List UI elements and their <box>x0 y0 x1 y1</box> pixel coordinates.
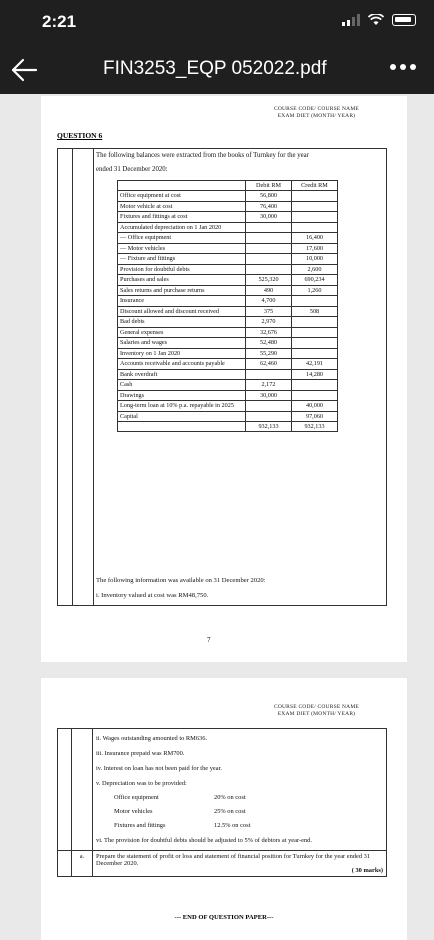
row-label: Capital <box>118 411 246 422</box>
status-icons <box>342 14 416 26</box>
asset-name: Fixtures and fittings <box>114 822 166 829</box>
table-row <box>118 401 338 412</box>
table-row <box>118 233 338 244</box>
credit-cell: 10,000 <box>292 254 338 265</box>
debit-cell: 2,172 <box>246 380 292 391</box>
credit-cell: 97,060 <box>292 411 338 422</box>
credit-cell <box>292 327 338 338</box>
credit-cell: 16,400 <box>292 233 338 244</box>
info-item-iii: iii. Insurance prepaid was RM700. <box>96 750 185 757</box>
debit-cell: 932,133 <box>246 422 292 432</box>
header-course: COURSE CODE/ COURSE NAME <box>273 106 359 112</box>
question-title: QUESTION 6 <box>57 131 103 140</box>
info-line: The following information was available on 31 December 2020: <box>96 577 266 584</box>
debit-cell <box>246 222 292 233</box>
depreciation-item <box>114 791 383 805</box>
credit-cell: 508 <box>292 306 338 317</box>
depreciation-item <box>114 819 383 833</box>
debit-header: Debit RM <box>246 181 292 191</box>
table-row <box>118 411 338 422</box>
row-label: Insurance <box>118 296 246 307</box>
depreciation-rate: 12.5% on cost <box>214 822 251 829</box>
wifi-icon <box>368 14 384 26</box>
cellular-signal-icon <box>342 14 360 26</box>
debit-cell: 4,700 <box>246 296 292 307</box>
credit-cell: 17,600 <box>292 243 338 254</box>
info-item-v: v. Depreciation was to be provided: <box>96 780 187 787</box>
battery-icon <box>392 14 416 26</box>
row-label <box>118 422 246 432</box>
table-row <box>118 338 338 349</box>
credit-cell: 42,191 <box>292 359 338 370</box>
table-row <box>118 275 338 286</box>
debit-cell <box>246 401 292 412</box>
header-exam-diet: EXAM DIET (MONTH/ YEAR) <box>277 113 356 119</box>
credit-cell <box>292 212 338 223</box>
page-header <box>274 106 359 120</box>
debit-cell <box>246 243 292 254</box>
row-label: Purchases and sales <box>118 275 246 286</box>
credit-cell <box>292 390 338 401</box>
more-options-icon[interactable] <box>390 64 416 70</box>
depreciation-rate: 25% on cost <box>214 808 246 815</box>
row-label: Bad debts <box>118 317 246 328</box>
status-time: 2:21 <box>42 12 77 31</box>
row-label: Office equipment at cost <box>118 191 246 202</box>
credit-cell <box>292 317 338 328</box>
table-row <box>118 380 338 391</box>
end-of-paper: --- END OF QUESTION PAPER--- <box>174 914 274 921</box>
table-row <box>118 359 338 370</box>
asset-name: Office equipment <box>114 794 159 801</box>
document-title: FIN3253_EQP 052022.pdf <box>103 58 327 79</box>
row-label: General expenses <box>118 327 246 338</box>
credit-header: Credit RM <box>292 181 338 191</box>
debit-cell: 56,800 <box>246 191 292 202</box>
table-header-row <box>118 181 338 191</box>
debit-cell: 30,000 <box>246 212 292 223</box>
table-row <box>118 254 338 265</box>
header-course: COURSE CODE/ COURSE NAME <box>273 704 359 710</box>
table-row <box>118 348 338 359</box>
depreciation-rate: 20% on cost <box>214 794 246 801</box>
row-label: Cash <box>118 380 246 391</box>
depreciation-list <box>96 791 383 833</box>
table-row <box>118 243 338 254</box>
table-row <box>118 264 338 275</box>
credit-cell: 2,600 <box>292 264 338 275</box>
pdf-page-1[interactable] <box>41 96 407 662</box>
back-arrow-icon[interactable] <box>10 56 38 84</box>
intro-line-1: The following balances were extracted from the books of Turnkey for the year <box>96 152 309 159</box>
info-item-i: i. Inventory valued at cost was RM48,750. <box>96 592 209 599</box>
debit-cell: 490 <box>246 285 292 296</box>
table-row <box>118 296 338 307</box>
credit-cell <box>292 201 338 212</box>
balances-table <box>117 180 338 432</box>
table-row <box>118 422 338 432</box>
part-a-text: Prepare the statement of profit or loss and statement of financial position for Turnkey for the year ended 31 December 2020. <box>96 853 371 867</box>
part-a-label: a. <box>72 851 93 877</box>
row-label: Motor vehicle at cost <box>118 201 246 212</box>
credit-cell <box>292 222 338 233</box>
pdf-page-2[interactable] <box>41 678 407 940</box>
credit-cell: 690,234 <box>292 275 338 286</box>
debit-cell: 76,400 <box>246 201 292 212</box>
row-label: Provision for doubtful debts <box>118 264 246 275</box>
credit-cell <box>292 338 338 349</box>
table-row <box>118 317 338 328</box>
table-row <box>118 191 338 202</box>
debit-cell: 62,460 <box>246 359 292 370</box>
info-item-iv: iv. Interest on loan has not been paid for the year. <box>96 765 222 772</box>
credit-cell: 14,280 <box>292 369 338 380</box>
table-row <box>118 285 338 296</box>
row-label: Discount allowed and discount received <box>118 306 246 317</box>
credit-cell: 932,133 <box>292 422 338 432</box>
page-number: 7 <box>207 636 211 644</box>
debit-cell <box>246 233 292 244</box>
table-row <box>118 222 338 233</box>
question-continuation-table <box>57 728 387 877</box>
debit-cell <box>246 264 292 275</box>
table-row <box>118 327 338 338</box>
debit-cell: 525,320 <box>246 275 292 286</box>
credit-cell <box>292 380 338 391</box>
info-item-ii: ii. Wages outstanding amounted to RM636. <box>96 735 208 742</box>
row-label: Accumulated depreciation on 1 Jan 2020 <box>118 222 246 233</box>
credit-cell <box>292 191 338 202</box>
credit-cell <box>292 296 338 307</box>
row-label: Long-term loan at 10% p.a. repayable in 2025 <box>118 401 246 412</box>
debit-cell: 375 <box>246 306 292 317</box>
row-label: Accounts receivable and accounts payable <box>118 359 246 370</box>
intro-line-2: ended 31 December 2020: <box>96 166 168 173</box>
credit-cell <box>292 348 338 359</box>
table-row <box>118 390 338 401</box>
debit-cell <box>246 369 292 380</box>
table-row <box>118 369 338 380</box>
debit-cell: 30,000 <box>246 390 292 401</box>
debit-cell <box>246 254 292 265</box>
header-exam-diet: EXAM DIET (MONTH/ YEAR) <box>277 711 356 717</box>
row-label: — Office equipment <box>118 233 246 244</box>
top-bar <box>0 0 434 94</box>
debit-cell: 55,290 <box>246 348 292 359</box>
marks-label: ( 30 marks) <box>351 867 383 874</box>
row-label: Bank overdraft <box>118 369 246 380</box>
table-row <box>118 306 338 317</box>
row-label: — Fixture and fittings <box>118 254 246 265</box>
asset-name: Motor vehicles <box>114 808 153 815</box>
debit-cell: 2,970 <box>246 317 292 328</box>
table-row <box>118 201 338 212</box>
row-label: — Motor vehicles <box>118 243 246 254</box>
credit-cell: 40,000 <box>292 401 338 412</box>
row-label: Sales returns and purchase returns <box>118 285 246 296</box>
row-label: Drawings <box>118 390 246 401</box>
row-label: Inventory on 1 Jan 2020 <box>118 348 246 359</box>
debit-cell <box>246 411 292 422</box>
debit-cell: 52,480 <box>246 338 292 349</box>
depreciation-item <box>114 805 383 819</box>
row-label: Fixtures and fittings at cost <box>118 212 246 223</box>
table-row <box>118 212 338 223</box>
row-label: Salaries and wages <box>118 338 246 349</box>
debit-cell: 32,676 <box>246 327 292 338</box>
info-item-vi: vi. The provision for doubtful debts should be adjusted to 5% of debtors at year-end. <box>96 837 312 844</box>
page-header <box>274 704 359 718</box>
credit-cell: 1,260 <box>292 285 338 296</box>
